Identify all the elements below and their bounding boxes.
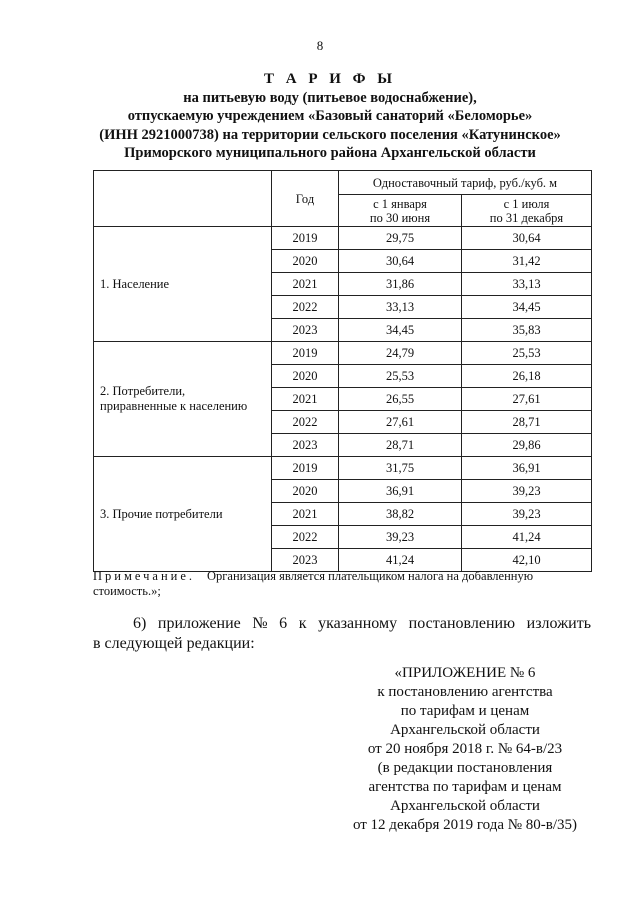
note <box>93 569 591 599</box>
year-cell: 2020 <box>272 250 339 273</box>
tariff-first-half-cell: 28,71 <box>339 434 462 457</box>
tariff-first-half-cell: 33,13 <box>339 296 462 319</box>
tariff-second-half-cell: 31,42 <box>462 250 592 273</box>
header-second-half: с 1 июля по 31 декабря <box>462 195 592 227</box>
paragraph-word: к <box>298 615 307 632</box>
note-text: Организация является плательщиком налога на добавленную стоимость.»; <box>93 569 534 598</box>
appendix-header <box>330 664 600 835</box>
paragraph-word: № <box>252 615 268 632</box>
year-cell: 2019 <box>272 457 339 480</box>
title-heading: Т А Р И Ф Ы <box>263 71 397 87</box>
tariff-second-half-cell: 34,45 <box>462 296 592 319</box>
paragraph-line-2: в следующей редакции: <box>93 635 255 652</box>
appendix-line: к постановлению агентства <box>377 684 553 700</box>
year-cell: 2020 <box>272 480 339 503</box>
tariff-first-half-cell: 34,45 <box>339 319 462 342</box>
tariff-second-half-cell: 35,83 <box>462 319 592 342</box>
header-year: Год <box>272 171 339 227</box>
title-line: (ИНН 2921000738) на территории сельского поселения «Катунинское» <box>99 126 561 143</box>
tariff-second-half-cell: 26,18 <box>462 365 592 388</box>
year-cell: 2020 <box>272 365 339 388</box>
paragraph-word: постановлению <box>408 615 516 632</box>
tariff-table <box>93 170 592 572</box>
consumer-category: 1. Население <box>94 227 272 342</box>
appendix-line: от 20 ноября 2018 г. № 64-в/23 <box>367 741 563 757</box>
tariff-first-half-cell: 36,91 <box>339 480 462 503</box>
paragraph-word: изложить <box>526 615 591 632</box>
tariff-first-half-cell: 31,75 <box>339 457 462 480</box>
year-cell: 2022 <box>272 411 339 434</box>
tariff-first-half-cell: 30,64 <box>339 250 462 273</box>
table-body <box>94 227 592 572</box>
paragraph-word: приложение <box>157 615 241 632</box>
tariff-first-half-cell: 38,82 <box>339 503 462 526</box>
appendix-line: от 12 декабря 2019 года № 80-в/35) <box>352 817 578 833</box>
tariff-first-half-cell: 24,79 <box>339 342 462 365</box>
consumer-category: 3. Прочие потребители <box>94 457 272 572</box>
header-first-half: с 1 января по 30 июня <box>339 195 462 227</box>
tariff-second-half-cell: 41,24 <box>462 526 592 549</box>
paragraph-word: 6) <box>133 615 147 632</box>
tariff-second-half-cell: 42,10 <box>462 549 592 572</box>
document-title <box>60 70 600 163</box>
table-row <box>94 457 592 480</box>
consumer-category: 2. Потребители, приравненные к населению <box>94 342 272 457</box>
year-cell: 2023 <box>272 434 339 457</box>
tariff-first-half-cell: 39,23 <box>339 526 462 549</box>
title-line: отпускаемую учреждением «Базовый санаторий «Беломорье» <box>127 108 533 124</box>
tariff-second-half-cell: 27,61 <box>462 388 592 411</box>
year-cell: 2019 <box>272 227 339 250</box>
tariff-second-half-cell: 36,91 <box>462 457 592 480</box>
title-line: Приморского муниципального района Архангельской области <box>124 145 536 161</box>
header-category <box>94 171 272 227</box>
appendix-line: по тарифам и ценам <box>400 703 530 719</box>
year-cell: 2022 <box>272 526 339 549</box>
note-label: Примечание. <box>93 569 196 583</box>
table-row <box>94 342 592 365</box>
tariff-first-half-cell: 27,61 <box>339 411 462 434</box>
tariff-second-half-cell: 39,23 <box>462 480 592 503</box>
title-line: на питьевую воду (питьевое водоснабжение), <box>183 89 477 106</box>
year-cell: 2023 <box>272 549 339 572</box>
year-cell: 2019 <box>272 342 339 365</box>
tariff-second-half-cell: 25,53 <box>462 342 592 365</box>
tariff-first-half-cell: 26,55 <box>339 388 462 411</box>
year-cell: 2021 <box>272 503 339 526</box>
paragraph-word: 6 <box>279 615 288 632</box>
tariff-second-half-cell: 29,86 <box>462 434 592 457</box>
table-row <box>94 227 592 250</box>
tariff-second-half-cell: 30,64 <box>462 227 592 250</box>
appendix-line: Архангельской области <box>390 798 540 814</box>
year-cell: 2022 <box>272 296 339 319</box>
tariff-second-half-cell: 39,23 <box>462 503 592 526</box>
tariff-first-half-cell: 29,75 <box>339 227 462 250</box>
appendix-line: «ПРИЛОЖЕНИЕ № 6 <box>394 665 536 681</box>
appendix-line: Архангельской области <box>390 722 540 738</box>
year-cell: 2021 <box>272 388 339 411</box>
tariff-first-half-cell: 31,86 <box>339 273 462 296</box>
appendix-line: агентства по тарифам и ценам <box>368 779 562 795</box>
tariff-second-half-cell: 28,71 <box>462 411 592 434</box>
year-cell: 2021 <box>272 273 339 296</box>
amendment-paragraph <box>93 614 591 654</box>
tariff-first-half-cell: 41,24 <box>339 549 462 572</box>
year-cell: 2023 <box>272 319 339 342</box>
header-tariff: Одноставочный тариф, руб./куб. м <box>339 171 592 195</box>
paragraph-line-1 <box>93 614 591 634</box>
tariff-second-half-cell: 33,13 <box>462 273 592 296</box>
appendix-line: (в редакции постановления <box>377 760 553 776</box>
paragraph-word: указанному <box>318 615 398 632</box>
tariff-first-half-cell: 25,53 <box>339 365 462 388</box>
page-number: 8 <box>316 38 324 53</box>
